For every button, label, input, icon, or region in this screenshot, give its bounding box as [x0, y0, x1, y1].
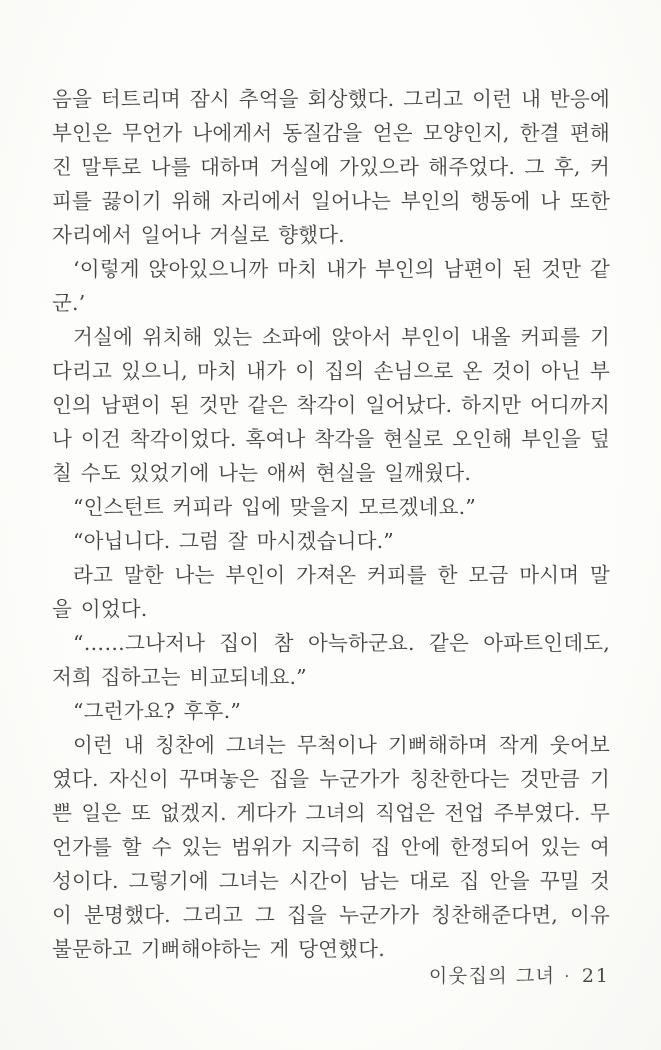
paragraph: ‘이렇게 앉아있으니까 마치 내가 부인의 남편이 된 것만 같군.’ — [52, 257, 610, 315]
paragraph: “인스턴트 커피라 입에 맞을지 모르겠네요.” — [73, 495, 476, 519]
paragraph: 라고 말한 나는 부인이 가져온 커피를 한 모금 마시며 말을 이었다. — [52, 563, 610, 621]
footer-separator: · — [564, 967, 571, 985]
running-title: 이웃집의 그녀 — [428, 965, 556, 987]
paragraph: “아닙니다. 그럼 잘 마시겠습니다.” — [73, 529, 394, 553]
paragraph: 거실에 위치해 있는 소파에 앉아서 부인이 내올 커피를 기다리고 있으니, 마치 내가 이 집의 손님으로 온 것이 아닌 부인의 남편이 된 것만 같은 착각이 일어났다. 하지만 어디까지나 이건 착각이었다. 혹여나 착각을 현실로 오인해 부인을 덮칠 수도 있었기에 나는 애써 현실을 일깨웠다. — [52, 325, 610, 485]
paragraph: “그런가요? 후후.” — [73, 699, 242, 723]
paragraph: “……그나저나 집이 참 아늑하군요. 같은 아파트인데도, 저희 집하고는 비교되네요.” — [52, 631, 610, 689]
paragraph: 이런 내 칭찬에 그녀는 무척이나 기뻐해하며 작게 웃어보였다. 자신이 꾸며놓은 집을 누군가가 칭찬한다는 것만큼 기쁜 일은 또 없겠지. 게다가 그녀의 직업은 전업 주부였다. 무언가를 할 수 있는 범위가 지극히 집 안에 한정되어 있는 여성이다. 그렇기에 그녀는 시간이 남는 대로 집 안을 꾸밀 것이 분명했다. 그리고 그 집을 누군가가 칭찬해준다면, 이유 불문하고 기뻐해야하는 게 당연했다. — [52, 733, 610, 961]
page-text — [52, 82, 610, 966]
page-number: 21 — [581, 965, 610, 987]
paragraph: 음을 터트리며 잠시 추억을 회상했다. 그리고 이런 내 반응에 부인은 무언가 나에게서 동질감을 얻은 모양인지, 한결 편해진 말투로 나를 대하며 거실에 가있으라 해주었다. 그 후, 커피를 끓이기 위해 자리에서 일어나는 부인의 행동에 나 또한 자리에서 일어나 거실로 향했다. — [52, 87, 610, 247]
page-footer — [429, 962, 610, 990]
